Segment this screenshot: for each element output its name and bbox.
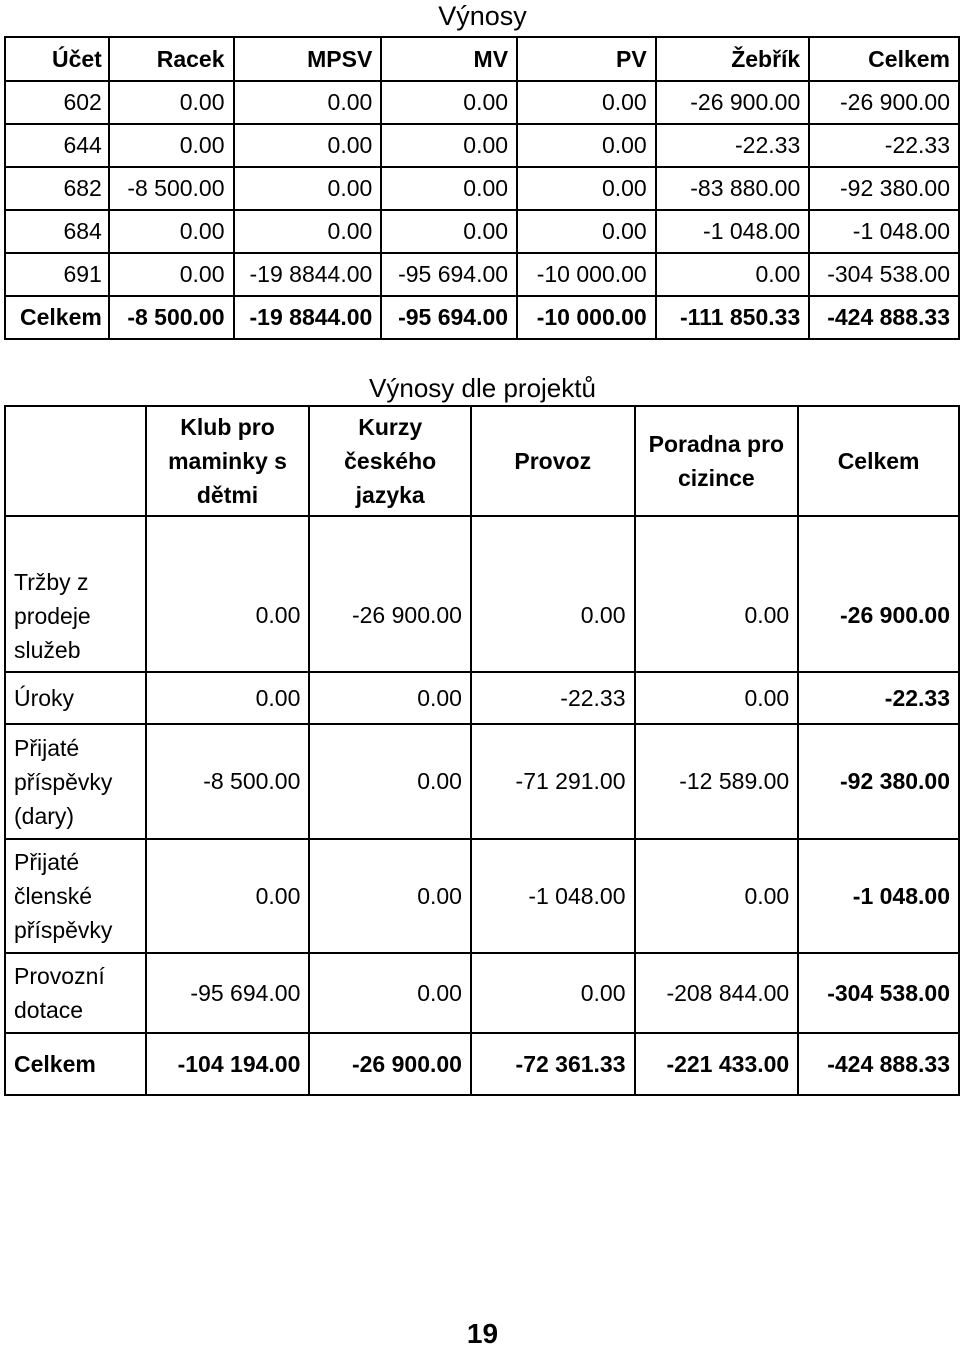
header-cell: PV [517,37,656,81]
table-cell: 0.00 [635,672,799,724]
row-total-cell: -22.33 [798,672,959,724]
revenue-by-project-title: Výnosy dle projektů [369,373,596,403]
row-label: Přijaté členské příspěvky [5,839,146,953]
table-cell: 0.00 [146,516,310,672]
table-cell: -208 844.00 [635,953,799,1033]
table-cell: -72 361.33 [471,1033,635,1095]
table-cell: 691 [5,253,109,296]
row-label: Úroky [5,672,146,724]
table-cell: -26 900.00 [656,81,810,124]
header-cell: Celkem [798,406,959,516]
row-total-cell: -1 048.00 [798,839,959,953]
header-cell: MPSV [234,37,382,81]
table-cell: 0.00 [517,167,656,210]
header-cell: MV [381,37,517,81]
table-cell: 0.00 [146,839,310,953]
table-cell: 0.00 [635,516,799,672]
table-cell: 644 [5,124,109,167]
table-cell: -83 880.00 [656,167,810,210]
table-cell: -104 194.00 [146,1033,310,1095]
header-cell: Žebřík [656,37,810,81]
row-label: Přijaté příspěvky (dary) [5,724,146,839]
row-total-cell: -92 380.00 [798,724,959,839]
header-cell: Provoz [471,406,635,516]
table-cell: 0.00 [109,253,234,296]
table-row [5,839,959,953]
table-cell: 0.00 [146,672,310,724]
table-cell: -71 291.00 [471,724,635,839]
table-cell: -19 8844.00 [234,296,382,339]
table-row [5,516,959,672]
total-row [5,296,959,339]
table-cell: -221 433.00 [635,1033,799,1095]
table-cell: -8 500.00 [109,296,234,339]
page-number: 19 [466,1318,499,1349]
table-cell: -95 694.00 [381,253,517,296]
table-cell: -12 589.00 [635,724,799,839]
table-cell: Celkem [5,296,109,339]
table-cell: 0.00 [381,167,517,210]
table-cell: 0.00 [471,953,635,1033]
row-label: Celkem [5,1033,146,1095]
header-cell [5,406,146,516]
table-cell: -95 694.00 [146,953,310,1033]
table-cell: 0.00 [309,724,471,839]
table-cell: -10 000.00 [517,296,656,339]
table-cell: -22.33 [471,672,635,724]
table-cell: -8 500.00 [109,167,234,210]
table-cell: 0.00 [656,253,810,296]
table-cell: -92 380.00 [809,167,959,210]
table-cell: -26 900.00 [309,516,471,672]
table-cell: -22.33 [809,124,959,167]
table-row [5,253,959,296]
table-cell: -22.33 [656,124,810,167]
table-cell: 0.00 [517,124,656,167]
table-cell: 0.00 [234,124,382,167]
table-cell: -304 538.00 [809,253,959,296]
header-cell: Účet [5,37,109,81]
table-cell: -1 048.00 [809,210,959,253]
table-row [5,953,959,1033]
table-cell: -19 8844.00 [234,253,382,296]
row-total-cell: -304 538.00 [798,953,959,1033]
total-row [5,1033,959,1095]
revenue-by-project-table [4,405,960,1096]
revenue-title: Výnosy [438,1,527,31]
table-row [5,124,959,167]
table-cell: 0.00 [517,210,656,253]
row-label: Tržby z prodeje služeb [5,516,146,672]
table-row [5,724,959,839]
row-label: Provozní dotace [5,953,146,1033]
header-cell: Racek [109,37,234,81]
table-cell: -26 900.00 [309,1033,471,1095]
revenue-by-account-table [4,36,960,340]
table-cell: 0.00 [309,672,471,724]
table-cell: 0.00 [635,839,799,953]
table-header-row [5,406,959,516]
table-cell: 0.00 [517,81,656,124]
header-cell: Klub pro maminky s dětmi [146,406,310,516]
table-row [5,81,959,124]
table-cell: -111 850.33 [656,296,810,339]
table-cell: 0.00 [109,210,234,253]
table-cell: 0.00 [309,953,471,1033]
table-cell: 0.00 [109,124,234,167]
table-cell: 0.00 [309,839,471,953]
table-cell: 0.00 [471,516,635,672]
table-cell: 0.00 [381,210,517,253]
table-cell: 602 [5,81,109,124]
table-cell: 0.00 [234,167,382,210]
table-row [5,167,959,210]
header-cell: Celkem [809,37,959,81]
table-cell: -1 048.00 [471,839,635,953]
table-cell: 0.00 [381,81,517,124]
header-cell: Poradna pro cizince [635,406,799,516]
table-cell: -8 500.00 [146,724,310,839]
table-cell: 0.00 [381,124,517,167]
table-cell: 0.00 [234,210,382,253]
table-cell: -26 900.00 [809,81,959,124]
table-cell: -95 694.00 [381,296,517,339]
table-cell: 682 [5,167,109,210]
table-header-row [5,37,959,81]
table-cell: -10 000.00 [517,253,656,296]
table-cell: -1 048.00 [656,210,810,253]
table-cell: 684 [5,210,109,253]
table-row [5,672,959,724]
header-cell: Kurzy českého jazyka [309,406,471,516]
table-cell: 0.00 [234,81,382,124]
table-cell: 0.00 [109,81,234,124]
table-cell: -424 888.33 [798,1033,959,1095]
table-cell: -424 888.33 [809,296,959,339]
table-row [5,210,959,253]
row-total-cell: -26 900.00 [798,516,959,672]
